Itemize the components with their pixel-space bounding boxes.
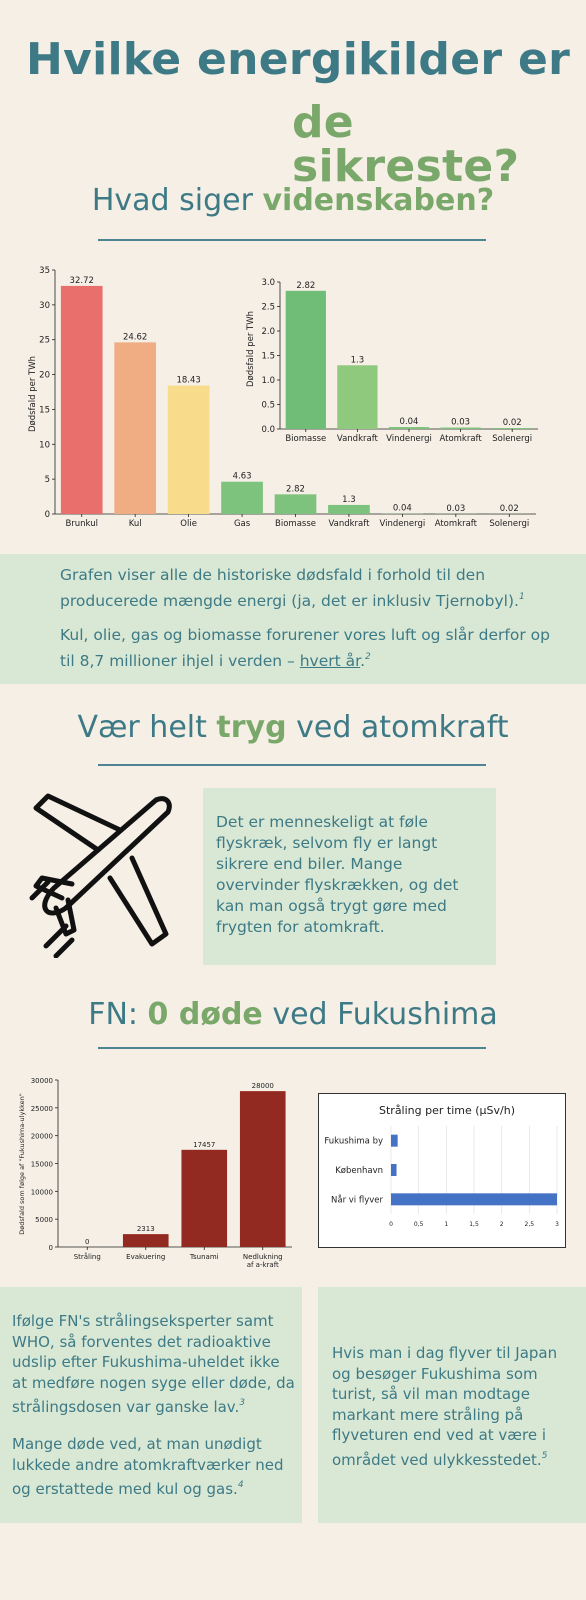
x-tick-label: Solenergi [492,434,533,444]
section2-heading [0,710,586,745]
data-label: 0.03 [446,503,466,514]
panel1-text2 [60,624,550,672]
y-tick-label: 2.0 [261,327,275,337]
divider [98,1047,486,1049]
y-tick-label: 5 [44,475,50,486]
panel1-text2-end: . [360,652,366,670]
page-title-line2: de sikreste? [292,97,520,192]
data-label: 17457 [193,1140,216,1149]
data-label: 18.43 [176,375,201,386]
bar [328,505,370,514]
section2-heading-part: Vær helt [77,710,217,745]
y-category-label: Når vi flyver [331,1195,383,1206]
chart4-title: Stråling per time (µSv/h) [379,1104,515,1117]
x-tick-label: 0 [389,1221,393,1228]
bar [391,1164,397,1176]
x-tick-label: Gas [233,519,251,529]
section3-heading [0,997,586,1032]
radiation-chart [319,1094,565,1247]
section2-heading-accent: tryg [216,710,287,745]
radiation-chart-frame [318,1093,566,1248]
y-tick-label: 2.5 [261,302,275,313]
section1-heading-accent: videnskaben? [262,183,495,218]
x-tick-label: Nedlukning [242,1253,283,1261]
x-tick-label: Vindenergi [379,519,426,529]
bar [221,482,263,514]
y-tick-label: 25 [39,335,50,346]
x-tick-label: Atomkraft [434,519,477,529]
x-tick-label: 2 [499,1221,504,1228]
info-panel-1 [0,554,586,684]
bar [440,428,480,429]
x-tick-label: Vindenergi [386,434,432,444]
section2-heading-part2: ved atomkraft [286,710,509,745]
y-tick-label: 0.5 [261,400,275,411]
data-label: 2.82 [286,484,305,495]
bar [275,494,317,514]
y-category-label: Fukushima by [324,1136,383,1147]
panel4-text [332,1343,576,1470]
panel1-text1-body: Grafen viser alle de historiske dødsfald i forhold til den producerede mængde energi (ja, det er inklusiv Tjernobyl). [60,566,519,610]
y-tick-label: 3.0 [261,278,275,288]
deaths-per-twh-chart [0,258,586,538]
y-tick-label: 0 [44,510,50,520]
y-tick-label: 20 [39,370,50,381]
bar [114,342,156,514]
x-tick-label: Kul [128,519,142,529]
data-label: 1.3 [342,494,356,505]
data-label: 2313 [136,1225,155,1234]
info-panel-3 [0,1287,302,1523]
y-category-label: København [335,1166,383,1176]
bar [61,286,103,514]
chart2-bars [286,281,533,429]
y-tick-label: 30 [39,300,50,311]
x-tick-label: Biomasse [275,519,316,529]
fukushima-deaths-chart [0,1070,300,1275]
x-tick-label: Olie [180,519,197,529]
y-tick-label: 5000 [35,1216,53,1225]
chart3-ylabel: Dødsfald som følge af "Fukushima-ulykken" [18,1093,26,1235]
panel4-text-body: Hvis man i dag flyver til Japan og besøger Fukushima som turist, så vil man modtage markant mere stråling på flyveturen end ved at være i området ved ulykkesstedet. [332,1344,558,1469]
panel2-text: Det er menneskeligt at føle flyskræk, selvom fly er langt sikrere end biler. Mange overvinder flyskrækken, og det kan man også trygt gøre med frygten for atomkraft. [216,813,459,936]
data-label: 0.04 [392,503,412,514]
bar [337,365,377,429]
chart2-ylabel: Dødsfald per TWh [246,310,256,388]
x-tick-label: Solenergi [489,519,530,529]
y-tick-label: 1.5 [261,351,275,362]
x-tick-label: Tsunami [189,1253,219,1261]
data-label: 1.3 [350,355,365,366]
panel3-text1-body: Ifølge FN's strålingseksperter samt WHO, så forventes det radioaktive udslip efter Fukushima-uheldet ikke at medføre nogen syge eller døde, da strålingsdosen var ganske lav. [12,1312,295,1416]
x-tick-label: af a-kraft [246,1261,279,1269]
data-label: 0 [85,1238,90,1246]
section3-heading-part2: ved Fukushima [262,997,498,1032]
x-tick-label: 1 [444,1221,449,1228]
y-tick-label: 35 [39,266,50,276]
section3-heading-accent: 0 døde [147,997,263,1032]
x-tick-label: 0,5 [413,1221,424,1228]
hvert-aar-link[interactable]: hvert år [299,652,361,670]
y-tick-label: 25000 [30,1104,53,1113]
data-label: 0.04 [399,417,419,428]
bar [181,1150,227,1247]
footnote-3: 3 [239,1398,246,1408]
bar [123,1234,169,1247]
x-tick-label: Vandkraft [336,434,378,444]
airplane-icon [28,788,178,958]
section3-heading-part: FN: [88,997,148,1032]
panel3-text1 [12,1311,296,1418]
x-tick-label: 3 [555,1221,559,1228]
x-tick-label: Atomkraft [439,434,482,444]
page-title: Hvilke energikilder er [26,34,571,85]
x-tick-label: 1,5 [469,1221,479,1228]
data-label: 4.63 [232,471,252,482]
y-tick-label: 15000 [30,1160,53,1169]
bar [492,428,532,429]
y-tick-label: 30000 [30,1077,53,1085]
data-label: 28000 [251,1082,274,1091]
section1-heading-part: Hvad siger [91,183,263,218]
panel1-text1 [60,564,550,612]
x-tick-label: Brunkul [65,519,98,529]
bar [391,1193,557,1205]
footnote-4: 4 [237,1480,244,1490]
y-tick-label: 10 [39,440,50,451]
y-tick-label: 15 [39,405,50,416]
footnote-5: 5 [541,1450,548,1461]
chart1-ylabel: Dødsfald per TWh [28,355,38,433]
footnote-1: 1 [518,592,525,602]
y-tick-label: 1.0 [261,376,275,386]
info-panel-2 [203,788,496,965]
y-tick-label: 20000 [30,1132,53,1141]
x-tick-label: Evakuering [126,1253,166,1261]
data-label: 24.62 [122,332,148,343]
data-label: 0.02 [499,503,519,514]
divider [98,764,486,766]
bar [389,427,429,429]
section1-heading [0,183,586,218]
bar [286,291,326,429]
panel3-text2 [12,1434,296,1500]
footnote-2: 2 [365,652,371,662]
data-label: 0.02 [502,418,522,429]
y-tick-label: 10000 [30,1188,53,1197]
y-tick-label: 0.0 [261,425,275,435]
panel1-text2-body: Kul, olie, gas og biomasse forurener vores luft og slår derfor op til 8,7 millioner ihjel i verden – [60,626,550,670]
chart4-axes [324,1126,559,1228]
data-label: 0.03 [451,417,471,428]
divider [98,239,486,241]
info-panel-4 [318,1287,586,1523]
x-tick-label: 2,5 [524,1221,535,1228]
panel3-text2-body: Mange døde ved, at man unødigt lukkede andre atomkraftværker ned og erstattede med kul og gas. [12,1435,284,1498]
bar [168,386,210,514]
bar [391,1135,398,1147]
data-label: 2.82 [296,280,316,291]
x-tick-label: Biomasse [285,434,327,444]
x-tick-label: Vandkraft [328,519,370,529]
y-tick-label: 0 [48,1244,53,1252]
chart3-bars [85,1082,286,1247]
data-label: 32.72 [69,275,94,286]
x-tick-label: Stråling [73,1253,101,1261]
bar [240,1091,286,1247]
